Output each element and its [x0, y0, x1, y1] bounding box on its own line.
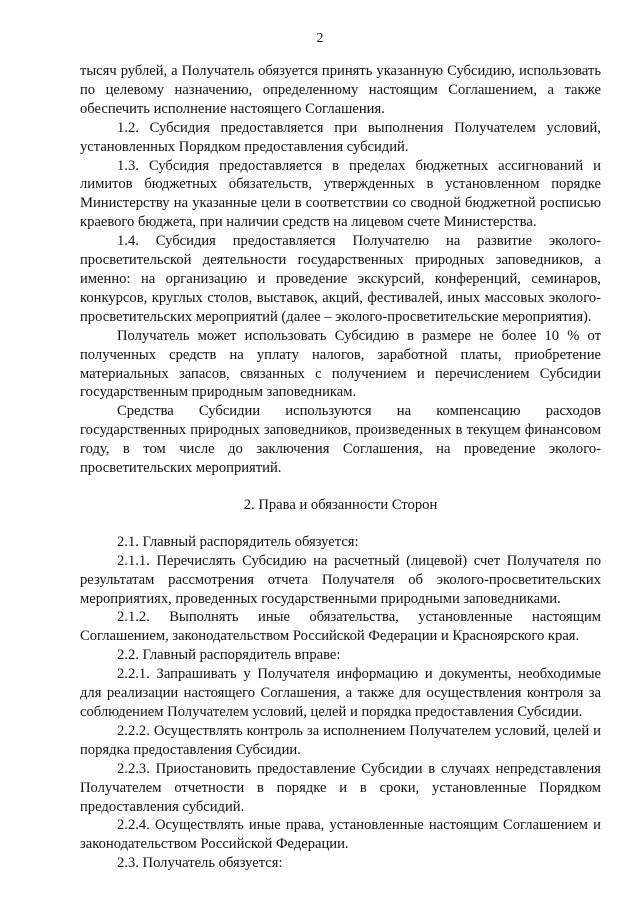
- paragraph-2-3: 2.3. Получатель обязуется:: [117, 855, 283, 872]
- paragraph-2-1: 2.1. Главный распорядитель обязуется:: [117, 533, 359, 550]
- paragraph-2-2-2: 2.2.2. Осуществлять контроль за исполнением Получателем условий, целей и порядка предоставления Субсидии.: [80, 722, 601, 758]
- paragraph-1-3: 1.3. Субсидия предоставляется в пределах бюджетных ассигнований и лимитов бюджетных обязательств, утвержденных в установленном порядке Министерству на указанные цели в соответствии со сводной бюджетной росписью краевого бюджета, при наличии средств на лицевом счете Министерства.: [80, 157, 601, 231]
- paragraph-2-1-1: 2.1.1. Перечислять Субсидию на расчетный (лицевой) счет Получателя по результатам рассмотрения отчета Получателя об эколого-просветительских мероприятиях, проведенных государственными природными заповедниками.: [80, 552, 601, 607]
- paragraph-2-2-4: 2.2.4. Осуществлять иные права, установленные настоящим Соглашением и законодательством Российской Федерации.: [80, 817, 601, 853]
- paragraph-continuation: тысяч рублей, а Получатель обязуется принять указанную Субсидию, использовать по целевому назначению, определенному настоящим Соглашением, а также обеспечить исполнение настоящего Соглашения.: [80, 63, 601, 117]
- section-gap-bottom: [80, 515, 601, 533]
- document-body: [80, 62, 601, 873]
- paragraph-2-2: 2.2. Главный распорядитель вправе:: [117, 647, 341, 664]
- paragraph-1-2: 1.2. Субсидия предоставляется при выполнения Получателем условий, установленных Порядком предоставления субсидий.: [80, 119, 601, 155]
- paragraph-1-4: 1.4. Субсидия предоставляется Получателю на развитие эколого-просветительской деятельности государственных природных заповедников, а именно: на организацию и проведение экскурсий, конференций, семинаров, конкурсов, круглых столов, выставок, акций, фестивалей, иных массовых эколого-просветительских мероприятий (далее – эколого-просветительские мероприятия).: [80, 233, 601, 325]
- paragraph-2-1-2: 2.1.2. Выполнять иные обязательства, установленные настоящим Соглашением, законодательством Российской Федерации и Красноярского края.: [80, 609, 601, 645]
- paragraph-subsidy-usage-limit: Получатель может использовать Субсидию в размере не более 10 % от полученных средств на уплату налогов, заработной платы, приобретение материальных запасов, связанных с получением и перечислением Субсидии государственным природным заповедникам.: [80, 327, 601, 401]
- paragraph-subsidy-funds: Средства Субсидии используются на компенсацию расходов государственных природных заповедников, произведенных в текущем финансовом году, в том числе до заключения Соглашения, на проведение эколого-просветительских мероприятий.: [80, 403, 601, 477]
- page-number: 2: [316, 31, 324, 46]
- section-gap-top: [80, 478, 601, 496]
- section-heading: 2. Права и обязанности Сторон: [243, 496, 438, 513]
- paragraph-2-2-1: 2.2.1. Запрашивать у Получателя информацию и документы, необходимые для реализации настоящего Соглашения, а также для осуществления контроля за соблюдением Получателем условий, целей и порядка предоставления Субсидии.: [80, 666, 601, 720]
- paragraph-2-2-3: 2.2.3. Приостановить предоставление Субсидии в случаях непредставления Получателем отчетности в порядке и в сроки, установленные Порядком предоставления субсидий.: [80, 760, 601, 815]
